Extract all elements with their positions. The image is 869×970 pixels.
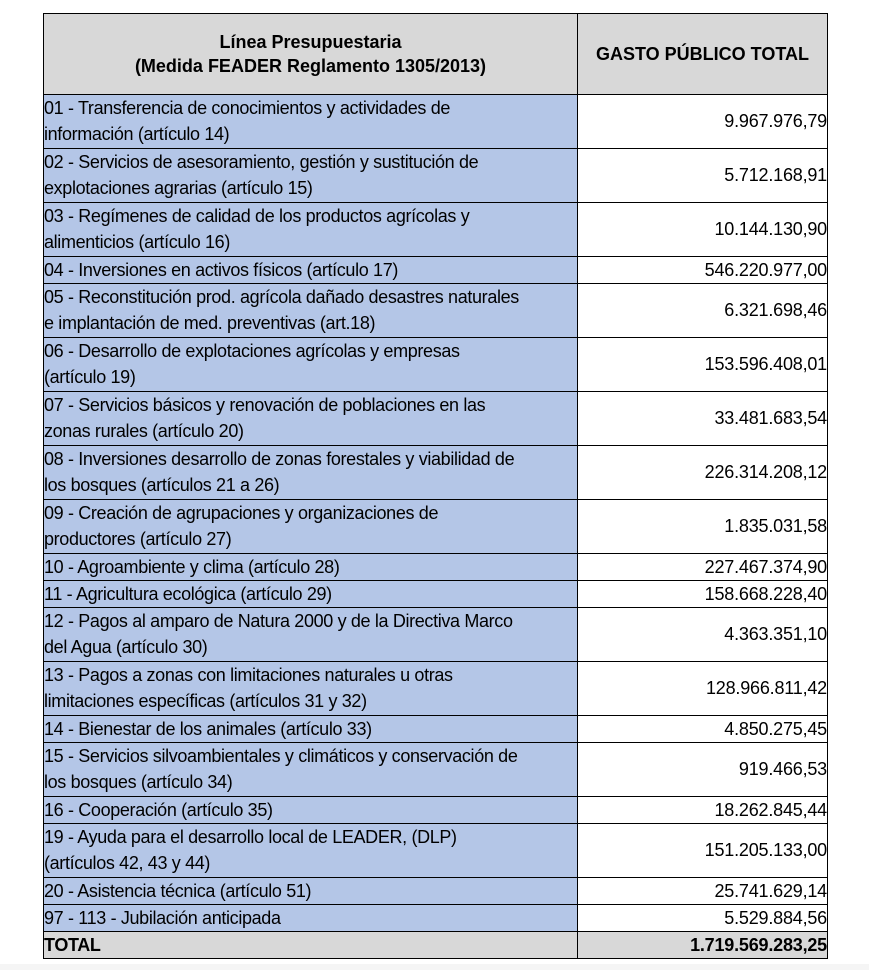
budget-line-text: 20 - Asistencia técnica (artículo 51) [44, 881, 312, 901]
table-row [44, 581, 828, 608]
budget-line-text-continued: información (artículo 14) [44, 124, 230, 144]
table-row [44, 878, 828, 905]
header-budget-line-subtitle: (Medida FEADER Reglamento 1305/2013) [134, 56, 487, 76]
table-row [44, 797, 828, 824]
budget-line-label [44, 608, 578, 662]
total-row [44, 932, 828, 959]
budget-line-text-continued: (artículo 19) [44, 367, 136, 387]
budget-line-label [44, 824, 578, 878]
table-row [44, 743, 828, 797]
header-budget-line-title: Línea Presupuestaria [219, 32, 402, 52]
budget-line-text: 09 - Creación de agrupaciones y organizaciones de [44, 503, 439, 523]
budget-line-text: 16 - Cooperación (artículo 35) [44, 800, 273, 820]
budget-line-amount: 5.529.884,56 [578, 905, 828, 932]
budget-line-amount: 227.467.374,90 [578, 554, 828, 581]
table-row [44, 284, 828, 338]
budget-line-text: 04 - Inversiones en activos físicos (artículo 17) [44, 260, 399, 280]
budget-line-text: 19 - Ayuda para el desarrollo local de LEADER, (DLP) [44, 827, 457, 847]
budget-line-text-continued: e implantación de med. preventivas (art.18) [44, 313, 376, 333]
budget-line-amount: 9.967.976,79 [578, 95, 828, 149]
budget-line-text-continued: (artículos 42, 43 y 44) [44, 853, 211, 873]
budget-line-amount: 128.966.811,42 [578, 662, 828, 716]
budget-line-label [44, 554, 578, 581]
total-label: TOTAL [44, 932, 578, 959]
budget-line-text-continued: alimenticios (artículo 16) [44, 232, 230, 252]
budget-line-text: 05 - Reconstitución prod. agrícola dañado desastres naturales [44, 287, 519, 307]
budget-line-text: 97 - 113 - Jubilación anticipada [44, 908, 281, 928]
budget-line-text: 03 - Regímenes de calidad de los productos agrícolas y [44, 206, 470, 226]
budget-line-amount: 919.466,53 [578, 743, 828, 797]
budget-line-amount: 6.321.698,46 [578, 284, 828, 338]
budget-line-text: 02 - Servicios de asesoramiento, gestión y sustitución de [44, 152, 479, 172]
budget-line-text: 14 - Bienestar de los animales (artículo 33) [44, 719, 372, 739]
table-row [44, 662, 828, 716]
table-row [44, 203, 828, 257]
budget-line-amount: 25.741.629,14 [578, 878, 828, 905]
table-row [44, 824, 828, 878]
budget-line-label [44, 203, 578, 257]
budget-line-text: 10 - Agroambiente y clima (artículo 28) [44, 557, 340, 577]
table-row [44, 716, 828, 743]
budget-line-text: 12 - Pagos al amparo de Natura 2000 y de la Directiva Marco [44, 611, 513, 631]
budget-line-label [44, 338, 578, 392]
budget-line-label [44, 446, 578, 500]
budget-line-amount: 158.668.228,40 [578, 581, 828, 608]
total-amount: 1.719.569.283,25 [578, 932, 828, 959]
budget-line-text: 06 - Desarrollo de explotaciones agrícolas y empresas [44, 341, 460, 361]
budget-line-text-continued: los bosques (artículo 34) [44, 772, 233, 792]
budget-line-amount: 18.262.845,44 [578, 797, 828, 824]
budget-line-label [44, 149, 578, 203]
budget-line-label [44, 743, 578, 797]
budget-line-text-continued: explotaciones agrarias (artículo 15) [44, 178, 313, 198]
budget-line-text: 13 - Pagos a zonas con limitaciones naturales u otras [44, 665, 453, 685]
budget-line-amount: 5.712.168,91 [578, 149, 828, 203]
budget-line-amount: 226.314.208,12 [578, 446, 828, 500]
budget-line-text: 01 - Transferencia de conocimientos y actividades de [44, 98, 451, 118]
table-row [44, 446, 828, 500]
budget-line-label [44, 284, 578, 338]
budget-line-text-continued: limitaciones específicas (artículos 31 y 32) [44, 691, 367, 711]
budget-line-amount: 4.363.351,10 [578, 608, 828, 662]
budget-line-text-continued: productores (artículo 27) [44, 529, 232, 549]
budget-line-label [44, 905, 578, 932]
budget-line-label [44, 662, 578, 716]
budget-line-text-continued: los bosques (artículos 21 a 26) [44, 475, 280, 495]
table-row [44, 608, 828, 662]
budget-line-text-continued: del Agua (artículo 30) [44, 637, 208, 657]
table-row [44, 392, 828, 446]
table-row [44, 95, 828, 149]
budget-line-amount: 1.835.031,58 [578, 500, 828, 554]
budget-line-label [44, 878, 578, 905]
table-row [44, 338, 828, 392]
table-row [44, 149, 828, 203]
budget-line-label [44, 257, 578, 284]
budget-line-label [44, 581, 578, 608]
budget-line-label [44, 716, 578, 743]
budget-line-label [44, 500, 578, 554]
budget-line-label [44, 797, 578, 824]
table-row [44, 554, 828, 581]
table-row [44, 257, 828, 284]
budget-line-amount: 153.596.408,01 [578, 338, 828, 392]
table-body [44, 95, 828, 932]
budget-line-amount: 546.220.977,00 [578, 257, 828, 284]
budget-line-amount: 151.205.133,00 [578, 824, 828, 878]
budget-line-amount: 4.850.275,45 [578, 716, 828, 743]
table-header-row [44, 14, 828, 95]
header-total-public-expenditure: GASTO PÚBLICO TOTAL [578, 14, 828, 95]
budget-table [43, 13, 828, 959]
table-row [44, 905, 828, 932]
budget-line-label [44, 392, 578, 446]
header-budget-line [44, 14, 578, 95]
budget-line-text: 08 - Inversiones desarrollo de zonas forestales y viabilidad de [44, 449, 515, 469]
budget-line-text: 07 - Servicios básicos y renovación de poblaciones en las [44, 395, 486, 415]
budget-line-text: 15 - Servicios silvoambientales y climáticos y conservación de [44, 746, 518, 766]
budget-line-amount: 10.144.130,90 [578, 203, 828, 257]
budget-line-text: 11 - Agricultura ecológica (artículo 29) [44, 584, 332, 604]
budget-line-amount: 33.481.683,54 [578, 392, 828, 446]
table-row [44, 500, 828, 554]
budget-line-text-continued: zonas rurales (artículo 20) [44, 421, 244, 441]
budget-line-label [44, 95, 578, 149]
